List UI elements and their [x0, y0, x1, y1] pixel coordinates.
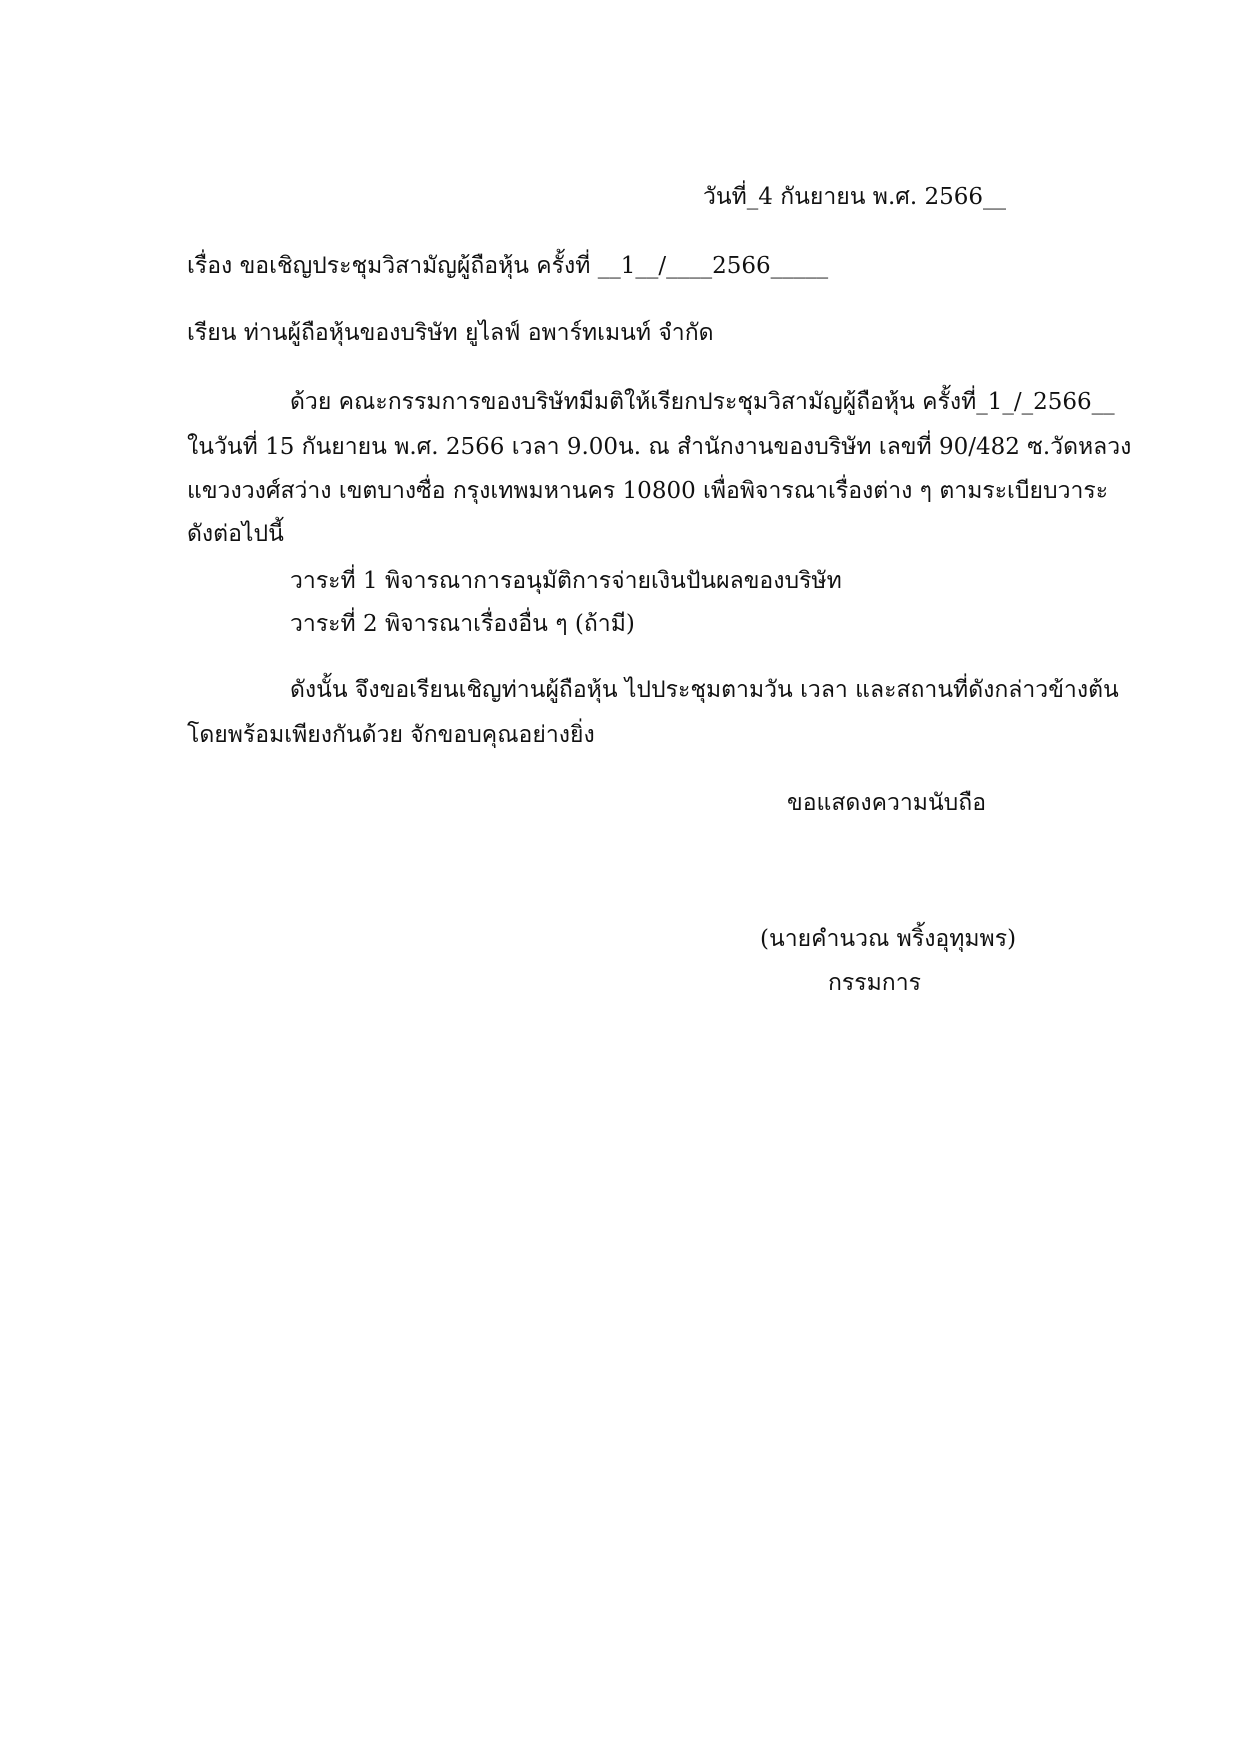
- signer-name: (นายคำนวณ พริ้งอุทุมพร): [760, 926, 1017, 952]
- closing-salutation: ขอแสดงความนับถือ: [787, 790, 987, 816]
- agenda-item: วาระที่ 1 พิจารณาการอนุมัติการจ่ายเงินปันผลของบริษัท: [290, 568, 842, 594]
- paragraph-line: แขวงวงศ์สว่าง เขตบางซื่อ กรุงเทพมหานคร 10800 เพื่อพิจารณาเรื่องต่าง ๆ ตามระเบียบวาระ: [187, 478, 1109, 504]
- letter-date: วันที่_4 กันยายน พ.ศ. 2566__: [703, 184, 1007, 210]
- signer-title: กรรมการ: [828, 970, 921, 996]
- paragraph-line: ด้วย คณะกรรมการของบริษัทมีมติให้เรียกประชุมวิสามัญผู้ถือหุ้น ครั้งที่_1_/_2566__: [290, 389, 1115, 415]
- letter-subject: เรื่อง ขอเชิญประชุมวิสามัญผู้ถือหุ้น ครั้งที่ __1__/____2566_____: [187, 253, 829, 279]
- paragraph-line: ดังนั้น จึงขอเรียนเชิญท่านผู้ถือหุ้น ไปประชุมตามวัน เวลา และสถานที่ดังกล่าวข้างต้น: [290, 677, 1119, 703]
- paragraph-line: ในวันที่ 15 กันยายน พ.ศ. 2566 เวลา 9.00น. ณ สำนักงานของบริษัท เลขที่ 90/482 ซ.วัดหลวง: [187, 434, 1132, 460]
- paragraph-line: โดยพร้อมเพียงกันด้วย จักขอบคุณอย่างยิ่ง: [187, 722, 595, 748]
- paragraph-line: ดังต่อไปนี้: [187, 521, 284, 547]
- letter-recipient: เรียน ท่านผู้ถือหุ้นของบริษัท ยูไลฟ์ อพาร์ทเมนท์ จำกัด: [187, 320, 714, 346]
- agenda-item: วาระที่ 2 พิจารณาเรื่องอื่น ๆ (ถ้ามี): [290, 611, 635, 637]
